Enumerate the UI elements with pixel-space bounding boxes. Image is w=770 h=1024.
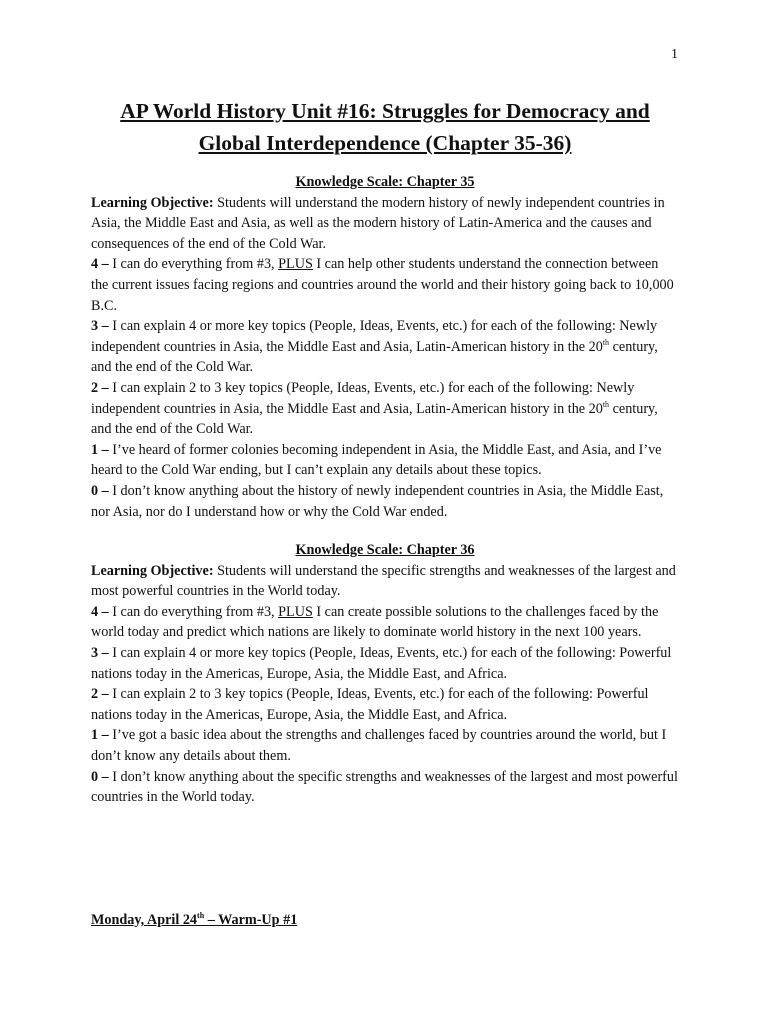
level-label: 0 –: [91, 482, 109, 499]
level-label: 3 –: [91, 644, 109, 661]
level-label: 2 –: [91, 379, 109, 396]
level-text: I can do everything from #3,: [108, 256, 279, 273]
ordinal-suffix: th: [602, 337, 610, 347]
learning-objective: [91, 193, 679, 255]
warm-up-heading: [91, 910, 297, 931]
level-text: I can explain 4 or more key topics (People, Ideas, Events, etc.) for each of the following: Powerful nations today in the Americas, Europe, Asia, the Middle East, and Africa.: [91, 644, 672, 682]
level-text: I can explain 2 to 3 key topics (People, Ideas, Events, etc.) for each of the following: Newly independent countries in Asia, the Middle East and Asia, Latin-American history in the 20: [91, 379, 635, 417]
level-label: 1 –: [91, 727, 109, 744]
level-label: 0 –: [91, 768, 109, 785]
plus-keyword: PLUS: [278, 256, 313, 273]
objective-text: Students will understand the modern history of newly independent countries in Asia, the Middle East and Asia, as well as the modern history of Latin-America and the causes and consequences of the end of the Cold War.: [91, 194, 665, 252]
objective-text: Students will understand the specific strengths and weaknesses of the largest and most powerful countries in the World today.: [91, 562, 676, 600]
document-title: AP World History Unit #16: Struggles for Democracy and Global Interdependence (Chapter 35-36): [120, 99, 650, 155]
level-3: [91, 316, 679, 378]
level-text: I’ve heard of former colonies becoming independent in Asia, the Middle East, and Asia, and I’ve heard to the Cold War ending, but I can’t explain any details about these topics.: [91, 441, 662, 479]
plus-keyword: PLUS: [278, 603, 313, 620]
warm-up-date: Monday, April 24: [91, 912, 198, 928]
level-0: [91, 481, 679, 522]
level-4: [91, 602, 679, 643]
level-text: century, and the end of the Cold War.: [91, 400, 658, 438]
objective-label: Learning Objective:: [91, 194, 214, 211]
level-text: I can help other students understand the connection between the current issues facing regions and countries around the world and their history going back to 10,000 B.C.: [91, 256, 674, 314]
level-label: 2 –: [91, 686, 109, 703]
level-2: [91, 378, 679, 440]
knowledge-scale-chapter-35: [91, 172, 679, 522]
warm-up-label: – Warm-Up #1: [204, 912, 298, 928]
page-number: 1: [671, 47, 678, 62]
scale-heading: Knowledge Scale: Chapter 35: [295, 174, 475, 190]
level-1: [91, 725, 679, 766]
level-0: [91, 767, 679, 808]
level-text: I don’t know anything about the history of newly independent countries in Asia, the Middle East, nor Asia, nor do I understand how or why the Cold War ended.: [91, 482, 664, 520]
ordinal-suffix: th: [602, 399, 610, 409]
knowledge-scale-chapter-36: [91, 540, 679, 808]
level-label: 4 –: [91, 603, 109, 620]
ordinal-suffix: th: [197, 911, 205, 920]
level-label: 3 –: [91, 318, 109, 335]
scale-heading: Knowledge Scale: Chapter 36: [295, 542, 475, 558]
level-text: I can create possible solutions to the challenges faced by the world today and predict which nations are likely to dominate world history in the next 100 years.: [91, 603, 659, 641]
level-3: [91, 643, 679, 684]
level-1: [91, 440, 679, 481]
level-text: I can do everything from #3,: [108, 603, 279, 620]
level-text: I can explain 2 to 3 key topics (People, Ideas, Events, etc.) for each of the following: Powerful nations today in the Americas, Europe, Asia, the Middle East, and Africa.: [91, 686, 649, 723]
level-label: 1 –: [91, 441, 109, 458]
level-4: [91, 254, 679, 316]
level-text: I don’t know anything about the specific strengths and weaknesses of the largest and most powerful countries in the World today.: [91, 768, 678, 806]
level-text: century, and the end of the Cold War.: [91, 338, 658, 376]
level-text: I’ve got a basic idea about the strengths and challenges faced by countries around the world, but I don’t know any details about them.: [91, 727, 667, 764]
level-label: 4 –: [91, 256, 109, 273]
objective-label: Learning Objective:: [91, 562, 214, 579]
level-2: [91, 684, 679, 725]
learning-objective: [91, 561, 679, 602]
level-text: I can explain 4 or more key topics (People, Ideas, Events, etc.) for each of the following: Newly independent countries in Asia, the Middle East and Asia, Latin-American history in the 20: [91, 318, 658, 355]
